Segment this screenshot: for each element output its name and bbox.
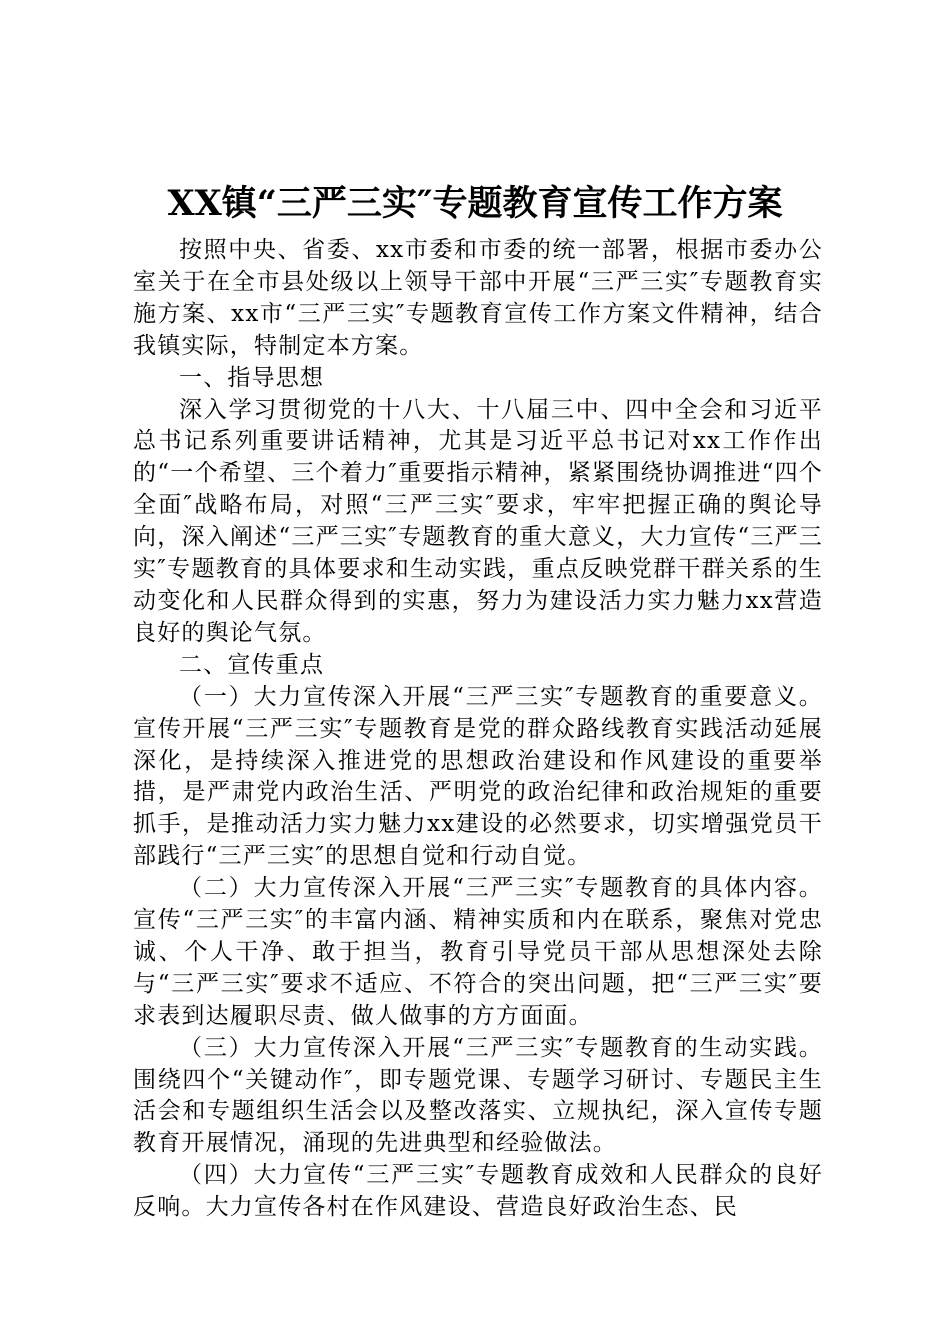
focus-paragraph-1: （一）大力宣传深入开展“三严三实″专题教育的重要意义。宣传开展“三严三实″专题教育是党的群众路线教育实践活动延展深化，是持续深入推进党的思想政治建设和作风建设的重要举措，是严肃党内政治生活、严明党的政治纪律和政治规矩的重要抓手，是推动活力实力魅力xx建设的必然要求，切实增强党员干部践行“三严三实″的思想自觉和行动自觉。 — [133, 683, 823, 870]
document-body — [133, 235, 823, 1224]
section-heading-guiding-ideology: 一、指导思想 — [179, 364, 325, 391]
focus-paragraph-3: （三）大力宣传深入开展“三严三实″专题教育的生动实践。围绕四个“关键动作″，即专题党课、专题学习研讨、专题民主生活会和专题组织生活会以及整改落实、立规执纪，深入宣传专题教育开展情况，涌现的先进典型和经验做法。 — [133, 1034, 823, 1157]
guiding-ideology-paragraph: 深入学习贯彻党的十八大、十八届三中、四中全会和习近平总书记系列重要讲话精神，尤其是习近平总书记对xx工作作出的“一个希望、三个着力″重要指示精神，紧紧围绕协调推进“四个全面″战略布局，对照“三严三实″要求，牢牢把握正确的舆论导向，深入阐述“三严三实″专题教育的重大意义，大力宣传“三严三实″专题教育的具体要求和生动实践，重点反映党群干群关系的生动变化和人民群众得到的实惠，努力为建设活力实力魅力xx营造良好的舆论气氛。 — [133, 396, 823, 646]
focus-paragraph-2: （二）大力宣传深入开展“三严三实″专题教育的具体内容。宣传“三严三实″的丰富内涵、精神实质和内在联系，聚焦对党忠诚、个人干净、敢于担当，教育引导党员干部从思想深处去除与“三严三实″要求不适应、不符合的突出问题，把“三严三实″要求表到达履职尽责、做人做事的方方面面。 — [133, 875, 823, 1029]
focus-paragraph-4: （四）大力宣传“三严三实″专题教育成效和人民群众的良好反响。大力宣传各村在作风建设、营造良好政治生态、民 — [133, 1162, 823, 1221]
section-heading-publicity-focus: 二、宣传重点 — [179, 651, 325, 678]
document-title: XX镇“三严三实″专题教育宣传工作方案 — [167, 183, 783, 224]
intro-paragraph: 按照中央、省委、xx市委和市委的统一部署，根据市委办公室关于在全市县处级以上领导干部中开展“三严三实″专题教育实施方案、xx市“三严三实″专题教育宣传工作方案文件精神，结合我镇实际，特制定本方案。 — [133, 237, 823, 359]
